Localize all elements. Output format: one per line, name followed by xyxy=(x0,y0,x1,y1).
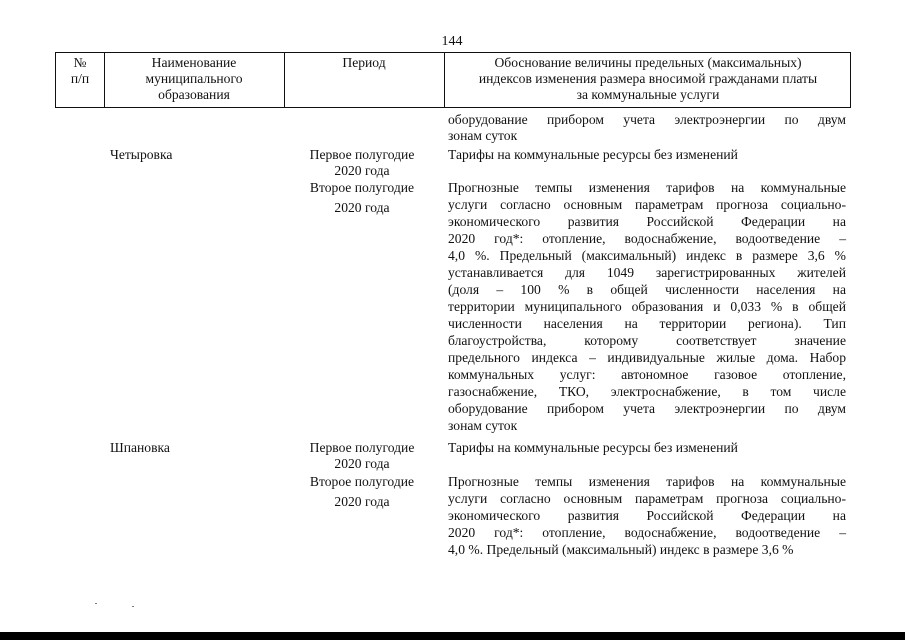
basis-line: 2020 год*: отопление, водоснабжение, водоотведение – xyxy=(448,231,846,246)
basis-line: устанавливается для 1049 зарегистрированных жителей xyxy=(448,265,846,280)
basis-line: оборудование прибором учета электроэнергии по двум xyxy=(448,401,846,416)
basis-line: коммунальных услуг: автономное газовое отопление, xyxy=(448,367,846,382)
header-period-label: Период xyxy=(342,55,386,70)
period-second-half: Второе полугодие xyxy=(309,180,415,195)
header-number-symbol: № xyxy=(73,55,87,70)
municipality-name: Четыровка xyxy=(110,147,173,162)
basis-line: (доля – 100 % в общей численности населения на xyxy=(448,282,846,297)
header-basis-line: индексов изменения размера вносимой гражданами платы xyxy=(478,71,818,86)
basis-no-change: Тарифы на коммунальные ресурсы без изменений xyxy=(448,147,738,162)
header-number-cell xyxy=(56,53,104,107)
table-header xyxy=(55,52,851,108)
basis-line: территории муниципального образования и 0,033 % в общей xyxy=(448,299,846,314)
page-number: 144 xyxy=(441,34,463,49)
header-name-line: Наименование xyxy=(151,55,237,70)
header-basis-line: за коммунальные услуги xyxy=(576,87,720,102)
municipality-name: Шпановка xyxy=(110,440,170,455)
period-second-half-year: 2020 года xyxy=(334,200,390,215)
basis-no-change: Тарифы на коммунальные ресурсы без изменений xyxy=(448,440,738,455)
header-basis-cell xyxy=(444,53,852,107)
basis-line: газоснабжение, ТКО, электроснабжение, в том числе xyxy=(448,384,846,399)
period-second-half-year: 2020 года xyxy=(334,494,390,509)
period-first-half-year: 2020 года xyxy=(334,163,390,178)
header-period-cell xyxy=(284,53,444,107)
scan-artifact xyxy=(95,603,97,604)
scan-artifact xyxy=(132,606,134,607)
basis-line: численности населения на территории региона). Тип xyxy=(448,316,846,331)
basis-line: благоустройства, которому соответствует значение xyxy=(448,333,846,348)
period-first-half-year: 2020 года xyxy=(334,456,390,471)
continuation-line: оборудование прибором учета электроэнергии по двум xyxy=(448,112,846,127)
scan-bottom-edge xyxy=(0,632,905,640)
basis-line: 2020 год*: отопление, водоснабжение, водоотведение – xyxy=(448,525,846,540)
continuation-line: зонам суток xyxy=(448,128,518,143)
header-name-line: муниципального xyxy=(145,71,243,86)
header-number-abbr: п/п xyxy=(70,71,90,86)
period-first-half: Первое полугодие xyxy=(309,147,415,162)
period-first-half: Первое полугодие xyxy=(309,440,415,455)
basis-line: экономического развития Российской Федерации на xyxy=(448,214,846,229)
basis-line: 4,0 %. Предельный (максимальный) индекс в размере 3,6 % xyxy=(448,248,846,263)
header-basis-line: Обоснование величины предельных (максимальных) xyxy=(494,55,802,70)
basis-line: зонам суток xyxy=(448,418,518,433)
basis-line: Прогнозные темпы изменения тарифов на коммунальные xyxy=(448,180,846,195)
basis-line: предельного индекса – индивидуальные жилые дома. Набор xyxy=(448,350,846,365)
basis-line: услуги согласно основным параметрам прогноза социально- xyxy=(448,197,846,212)
basis-line: услуги согласно основным параметрам прогноза социально- xyxy=(448,491,846,506)
header-name-line: образования xyxy=(158,87,230,102)
basis-line: экономического развития Российской Федерации на xyxy=(448,508,846,523)
basis-line: Прогнозные темпы изменения тарифов на коммунальные xyxy=(448,474,846,489)
header-name-cell xyxy=(104,53,284,107)
basis-line: 4,0 %. Предельный (максимальный) индекс в размере 3,6 % xyxy=(448,542,794,557)
period-second-half: Второе полугодие xyxy=(309,474,415,489)
